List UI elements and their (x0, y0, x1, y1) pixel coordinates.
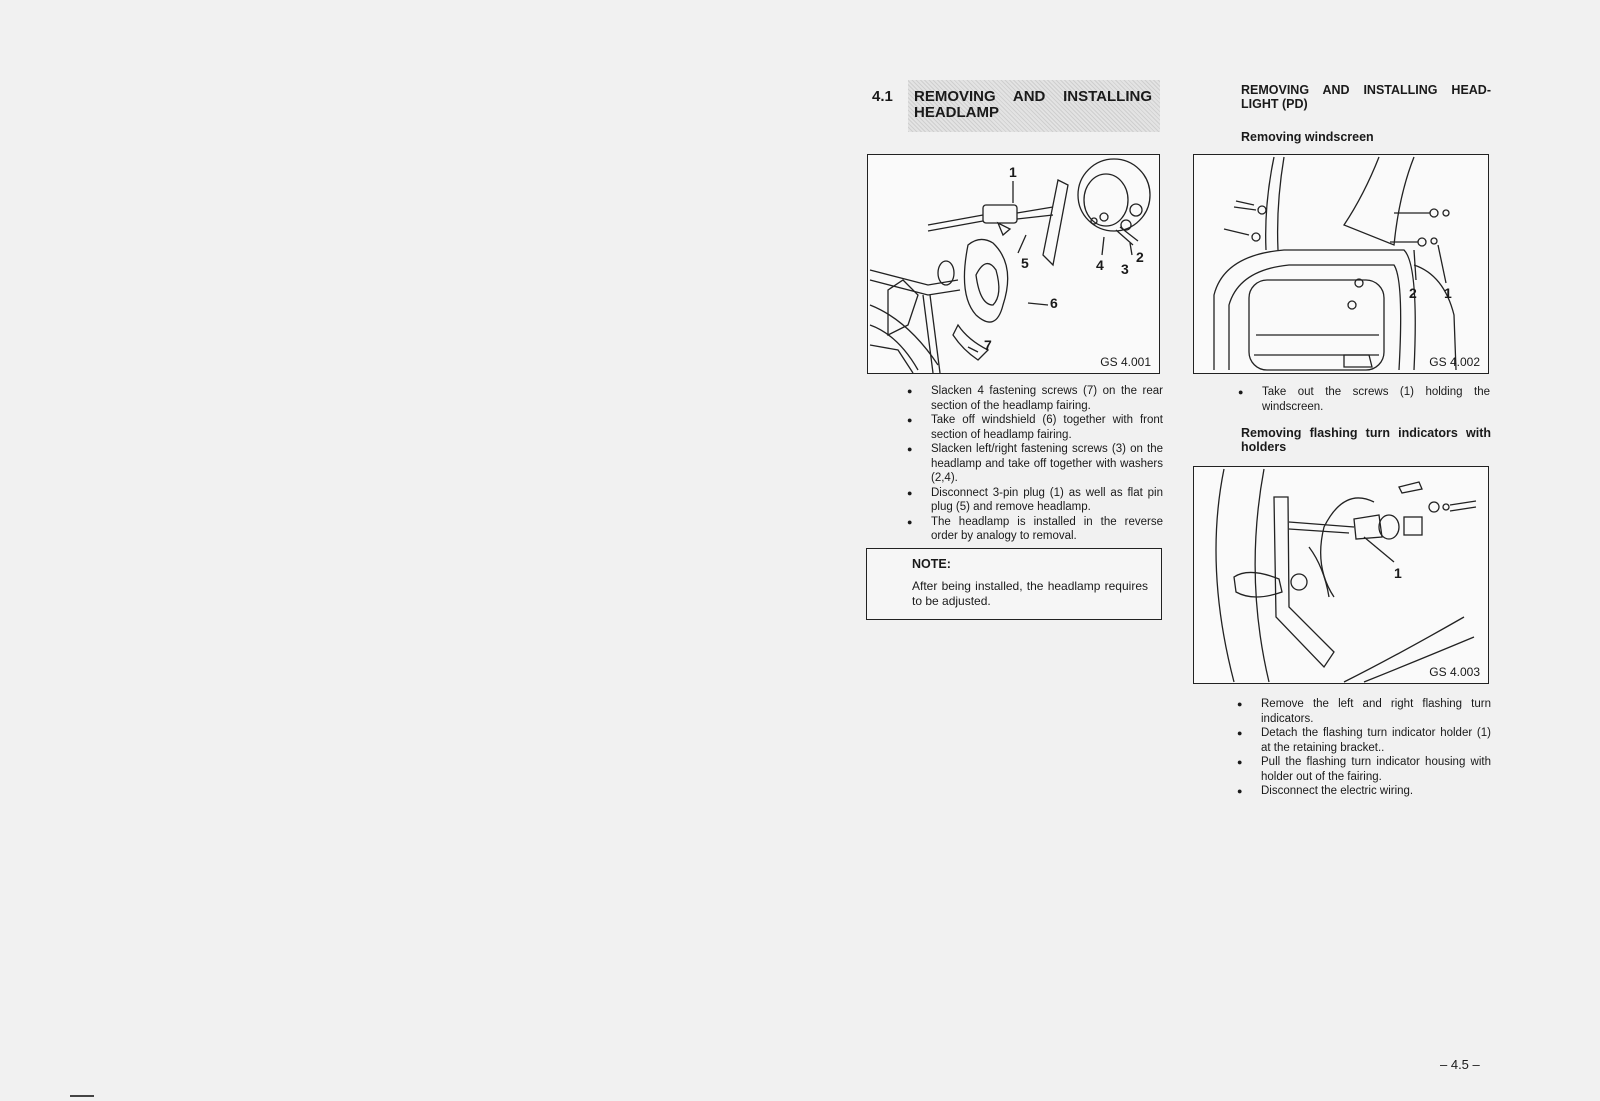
scan-mark (70, 1095, 94, 1097)
list-item: ● Pull the flashing turn indicator housing with holder out of the fairing. (1237, 755, 1491, 784)
callout-1: 1 (1394, 565, 1402, 581)
subheading-turn-indicators: Removing flashing turn indicators with holders (1241, 426, 1491, 454)
section-heading (868, 80, 1160, 132)
callout-4: 4 (1096, 257, 1104, 273)
section-number: 4.1 (872, 88, 893, 105)
list-item: ● Disconnect 3-pin plug (1) as well as flat pin plug (5) and remove headlamp. (907, 486, 1163, 515)
right-heading (1241, 83, 1491, 111)
figure-turn-indicator (1193, 466, 1489, 684)
callout-3: 3 (1121, 261, 1129, 277)
callout-2: 2 (1136, 249, 1144, 265)
section-title-line1: REMOVING AND INSTALLING (914, 88, 1152, 105)
figure-code: GS 4.003 (1429, 665, 1480, 679)
windscreen-steps (1238, 385, 1490, 414)
turn-indicator-illustration (1194, 467, 1490, 685)
list-item: ● Slacken 4 fastening screws (7) on the rear section of the headlamp fairing. (907, 384, 1163, 413)
windscreen-illustration (1194, 155, 1490, 375)
headlamp-illustration (868, 155, 1161, 375)
callout-1: 1 (1009, 164, 1017, 180)
list-item: ● Take out the screws (1) holding the windscreen. (1238, 385, 1490, 414)
callout-5: 5 (1021, 255, 1029, 271)
figure-code: GS 4.001 (1100, 355, 1151, 369)
callout-7: 7 (984, 337, 992, 353)
note-text: After being installed, the headlamp requires to be adjusted. (912, 579, 1148, 608)
callout-6: 6 (1050, 295, 1058, 311)
right-heading-line1: REMOVING AND INSTALLING HEAD- (1241, 83, 1491, 97)
list-item: ● Take off windshield (6) together with front section of headlamp fairing. (907, 413, 1163, 442)
note-title: NOTE: (912, 557, 951, 571)
figure-code: GS 4.002 (1429, 355, 1480, 369)
note-box (866, 548, 1162, 620)
list-item: ● Disconnect the electric wiring. (1237, 784, 1491, 799)
section-title-line2: HEADLAMP (914, 104, 999, 121)
list-item: ● Remove the left and right flashing turn indicators. (1237, 697, 1491, 726)
list-item: ● The headlamp is installed in the reverse order by analogy to removal. (907, 515, 1163, 544)
turn-indicator-steps (1237, 697, 1491, 799)
right-heading-line2: LIGHT (PD) (1241, 97, 1308, 111)
callout-2: 2 (1409, 285, 1417, 301)
list-item: ● Detach the flashing turn indicator holder (1) at the retaining bracket.. (1237, 726, 1491, 755)
headlamp-steps (907, 384, 1163, 544)
callout-1: 1 (1444, 285, 1452, 301)
figure-headlamp (867, 154, 1160, 374)
page-number: – 4.5 – (1440, 1057, 1480, 1072)
subheading-windscreen: Removing windscreen (1241, 130, 1374, 144)
figure-windscreen (1193, 154, 1489, 374)
list-item: ● Slacken left/right fastening screws (3) on the headlamp and take off together with washers (2,4). (907, 442, 1163, 486)
